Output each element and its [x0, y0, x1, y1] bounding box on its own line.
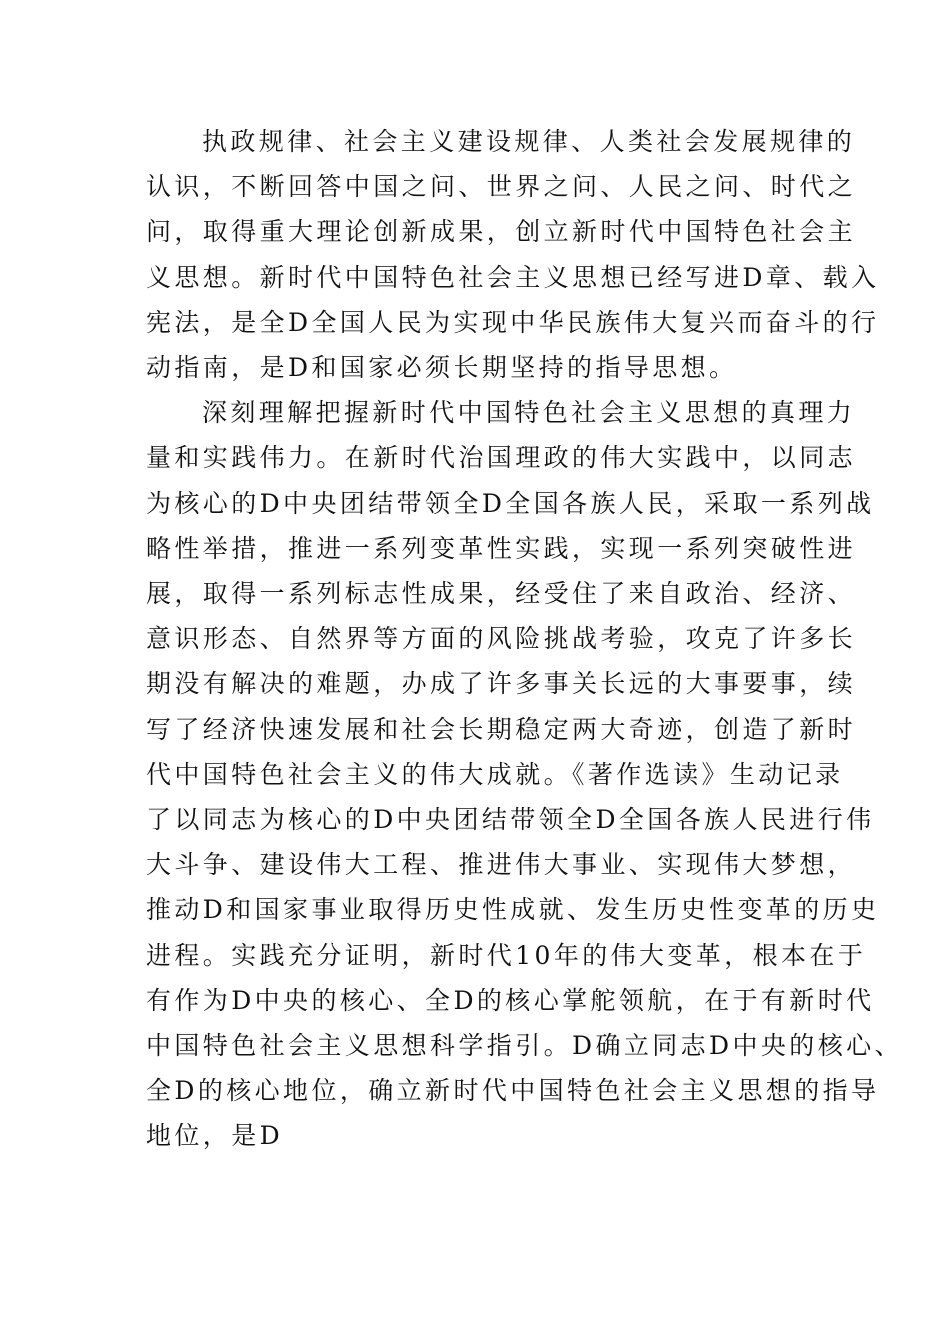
text-line: 略性举措，推进一系列变革性实践，实现一系列突破性进	[146, 533, 857, 563]
paragraph-1	[146, 119, 880, 390]
text-line: 期没有解决的难题，办成了许多事关长远的大事要事，续	[146, 669, 857, 699]
text-line: 写了经济快速发展和社会长期稳定两大奇迹，创造了新时	[146, 714, 857, 744]
text-line: 进程。实践充分证明，新时代10年的伟大变革，根本在于	[146, 940, 867, 970]
text-line: 义思想。新时代中国特色社会主义思想已经写进D章、载入	[146, 262, 880, 292]
paragraph-2	[146, 390, 903, 1158]
text-line: 深刻理解把握新时代中国特色社会主义思想的真理力	[202, 398, 856, 428]
text-line: 执政规律、社会主义建设规律、人类社会发展规律的	[202, 127, 856, 156]
text-line: 动指南，是D和国家必须长期坚持的指导思想。	[146, 353, 738, 383]
text-line: 为核心的D中央团结带领全D全国各族人民，采取一系列战	[146, 488, 875, 518]
text-line: 有作为D中央的核心、全D的核心掌舵领航，在于有新时代	[146, 985, 875, 1015]
text-line: 推动D和国家事业取得历史性成就、发生历史性变革的历史	[146, 895, 880, 925]
text-line: 问，取得重大理论创新成果，创立新时代中国特色社会主	[146, 217, 857, 247]
text-line: 地位，是D	[146, 1121, 284, 1151]
text-line: 宪法，是全D全国人民为实现中华民族伟大复兴而奋斗的行	[146, 307, 880, 337]
text-line: 中国特色社会主义思想科学指引。D确立同志D中央的核心、	[146, 1031, 903, 1061]
text-line: 全D的核心地位，确立新时代中国特色社会主义思想的指导	[146, 1076, 880, 1106]
document-body	[146, 119, 903, 1159]
text-line: 量和实践伟力。在新时代治国理政的伟大实践中，以同志	[146, 443, 857, 473]
text-line: 了以同志为核心的D中央团结带领全D全国各族人民进行伟	[146, 805, 875, 835]
text-line: 代中国特色社会主义的伟大成就。《著作选读》生动记录	[146, 759, 844, 789]
text-line: 认识，不断回答中国之问、世界之问、人民之问、时代之	[146, 172, 857, 202]
text-line: 大斗争、建设伟大工程、推进伟大事业、实现伟大梦想，	[146, 850, 857, 880]
text-line: 意识形态、自然界等方面的风险挑战考验，攻克了许多长	[146, 624, 857, 654]
text-line: 展，取得一系列标志性成果，经受住了来自政治、经济、	[146, 579, 857, 609]
